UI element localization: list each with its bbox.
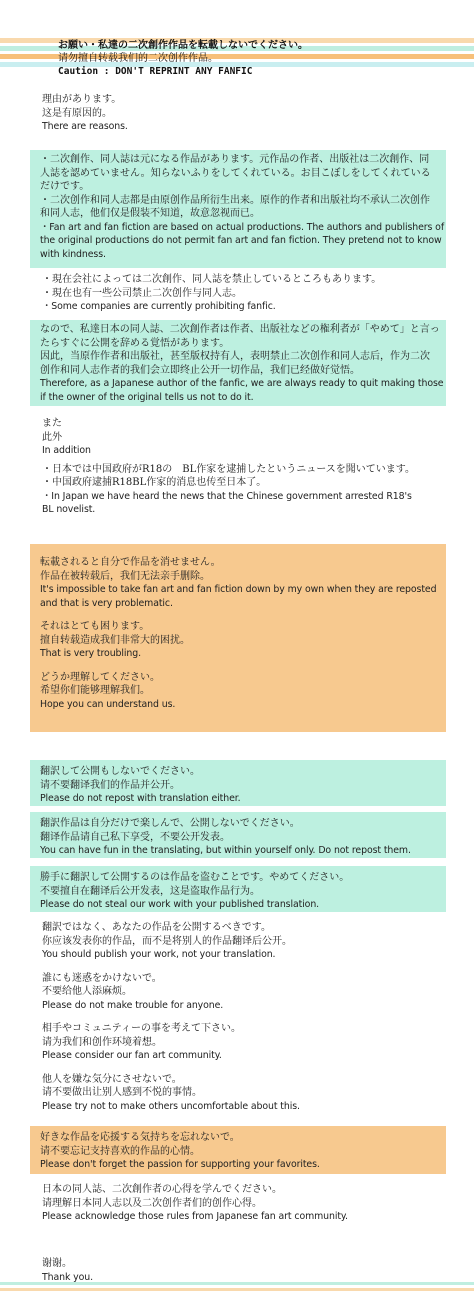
text-line: the original productions do not permit fan art and fan fiction. They pretend not to know <box>40 235 442 246</box>
notice-community-requests <box>32 918 448 1116</box>
notice-company-prohibition <box>32 270 448 317</box>
text-line: 誰にも迷惑をかけないで。 <box>42 972 162 984</box>
text-line: また <box>42 418 62 429</box>
header-title-jp: お願い・私達の二次創作作品を転載しないでください。 <box>58 40 308 51</box>
text-line: ・Fan art and fan fiction are based on actual productions. The authors and publishers of <box>40 221 445 233</box>
text-line: ・日本では中国政府がR18の BL作家を逮捕したというニュースを聞いています。 <box>42 463 415 475</box>
text-line: BL novelist. <box>42 504 96 515</box>
thanks-en: Thank you. <box>42 1271 93 1283</box>
text-line: 日本の同人誌、二次創作者の心得を学んでください。 <box>42 1184 282 1195</box>
text-line: 翻译作品请自己私下享受，不要公开发表。 <box>40 831 230 843</box>
text-line: You should publish your work, not your translation. <box>42 949 276 960</box>
text-line: ・現在会社によっては二次創作、同人誌を禁止しているところもあります。 <box>42 274 382 285</box>
text-line: 勝手に翻訳して公開するのは作品を盗むことです。やめてください。 <box>40 872 350 883</box>
header-banner <box>0 0 474 76</box>
text-line: That is very troubling. <box>40 648 141 659</box>
text-line: Please do not make trouble for anyone. <box>42 999 224 1011</box>
text-line: You can have fun in the translating, but within yourself only. Do not repost them. <box>40 845 411 856</box>
notice-support-favorites <box>30 1126 446 1174</box>
text-line: たらすぐに公開を辞める覚悟があります。 <box>40 337 230 349</box>
text-line: Please do not steal our work with your published translation. <box>40 899 320 910</box>
text-line: 请不要做出让别人感到不悦的事情。 <box>42 1087 202 1098</box>
header-title-en: Caution : DON'T REPRINT ANY FANFIC <box>58 66 253 77</box>
text-line: 因此，当原作作者和出版社，甚至版权持有人，表明禁止二次创作和同人志后，作为二次 <box>40 351 430 362</box>
reasons-en: There are reasons. <box>42 121 128 132</box>
text-line: ・現在也有一些公司禁止二次创作与同人志。 <box>42 287 242 299</box>
text-line: ・Some companies are currently prohibiting fanfic. <box>42 301 276 312</box>
text-line: 创作和同人志作者的我们会立即终止公开一切作品，我们已经做好觉悟。 <box>40 364 360 376</box>
text-line: 请不要忘记支持喜欢的作品的心情。 <box>40 1145 200 1157</box>
notice-no-translation-repost <box>30 760 446 806</box>
text-line: 不要给他人添麻烦。 <box>42 986 132 997</box>
text-line: 翻訳作品は自分だけで楽しんで、公開しないでください。 <box>40 818 300 829</box>
text-line: It's impossible to take fan art and fan fiction down by my own when they are reposted <box>40 584 437 595</box>
text-line: 和同人志，他们仅是假装不知道，故意忽视而已。 <box>40 208 260 219</box>
text-line: ・中国政府逮捕R18BL作家的消息也传至日本了。 <box>42 477 267 488</box>
text-line: Please don't forget the passion for supporting your favorites. <box>40 1159 320 1170</box>
text-line: and that is very problematic. <box>40 597 173 609</box>
text-line: 此外 <box>42 431 62 443</box>
text-line: with kindness. <box>40 248 106 260</box>
reasons-section <box>32 90 448 137</box>
text-line: 你应该发表你的作品，而不是将别人的作品翻译后公开。 <box>42 935 292 947</box>
notice-in-addition <box>32 414 448 520</box>
text-line: 人誌を認めていません。知らないふりをしてくれている。お目こぼしをしてくれている <box>40 167 431 179</box>
text-line: if the owner of the original tells us not to do it. <box>40 391 254 403</box>
text-line: ・二次创作和同人志都是由原创作品所衍生出来。原作的作者和出版社均不承认二次创作 <box>40 194 430 206</box>
text-line: だけです。 <box>40 181 90 192</box>
text-line: Please do not repost with translation either. <box>40 793 241 804</box>
text-line: Therefore, as a Japanese author of the fanfic, we are always ready to quit making those <box>40 378 444 389</box>
text-line: 好きな作品を応援する気持ちを忘れないで。 <box>40 1132 240 1143</box>
text-line: ・In Japan we have heard the news that the Chinese government arrested R18's <box>42 490 412 502</box>
text-line: 翻訳ではなく、あなたの作品を公開するべきです。 <box>42 922 271 933</box>
notice-no-stealing <box>30 866 446 912</box>
text-line: どうか理解してください。 <box>40 671 160 683</box>
text-line: 请为我们和创作环境着想。 <box>42 1036 162 1048</box>
text-line: Hope you can understand us. <box>40 698 176 710</box>
text-line: ・二次創作、同人誌は元になる作品があります。元作品の作者、出版社は二次創作、同 <box>40 154 430 165</box>
text-line: 他人を嫌な気分にさせないで。 <box>42 1073 182 1085</box>
thanks-cn: 谢谢。 <box>42 1258 72 1269</box>
text-line: Please consider our fan art community. <box>42 1050 222 1061</box>
text-line: 作品在被转载后，我们无法亲手删除。 <box>40 570 210 582</box>
text-line: 擅自转载造成我们非常大的困扰。 <box>40 634 190 646</box>
text-line: それはとても困ります。 <box>40 621 150 632</box>
reasons-jp: 理由があります。 <box>42 94 122 105</box>
notice-enjoy-privately <box>30 812 446 858</box>
text-line: 相手やコミュニティーの事を考えて下さい。 <box>42 1023 241 1034</box>
text-line: 転載されると自分で作品を消せません。 <box>40 557 221 568</box>
text-line: 希望你们能够理解我们。 <box>40 685 150 696</box>
text-line: 不要擅自在翻译后公开发表，这是盗取作品行为。 <box>40 885 260 897</box>
text-line: In addition <box>42 445 91 456</box>
notice-learn-rules <box>32 1180 448 1227</box>
text-line: 翻訳して公開もしないでください。 <box>40 766 200 777</box>
notice-cannot-delete <box>30 544 446 732</box>
reasons-cn: 这是有原因的。 <box>42 107 112 119</box>
notice-ready-to-quit <box>30 320 446 406</box>
footer-stripes <box>0 1282 474 1294</box>
text-line: 请理解日本同人志以及二次创作者们的创作心得。 <box>42 1197 262 1209</box>
notice-original-works <box>30 150 446 268</box>
text-line: なので、私達日本の同人誌、二次創作者は作者、出版社などの権利者が「やめて」と言っ <box>40 324 440 335</box>
text-line: Please acknowledge those rules from Japanese fan art community. <box>42 1211 348 1222</box>
text-line: Please try not to make others uncomfortable about this. <box>42 1100 300 1112</box>
header-title-cn: 请勿擅自转载我们的二次创作作品。 <box>58 53 218 64</box>
text-line: 请不要翻译我们的作品并公开。 <box>40 779 180 791</box>
